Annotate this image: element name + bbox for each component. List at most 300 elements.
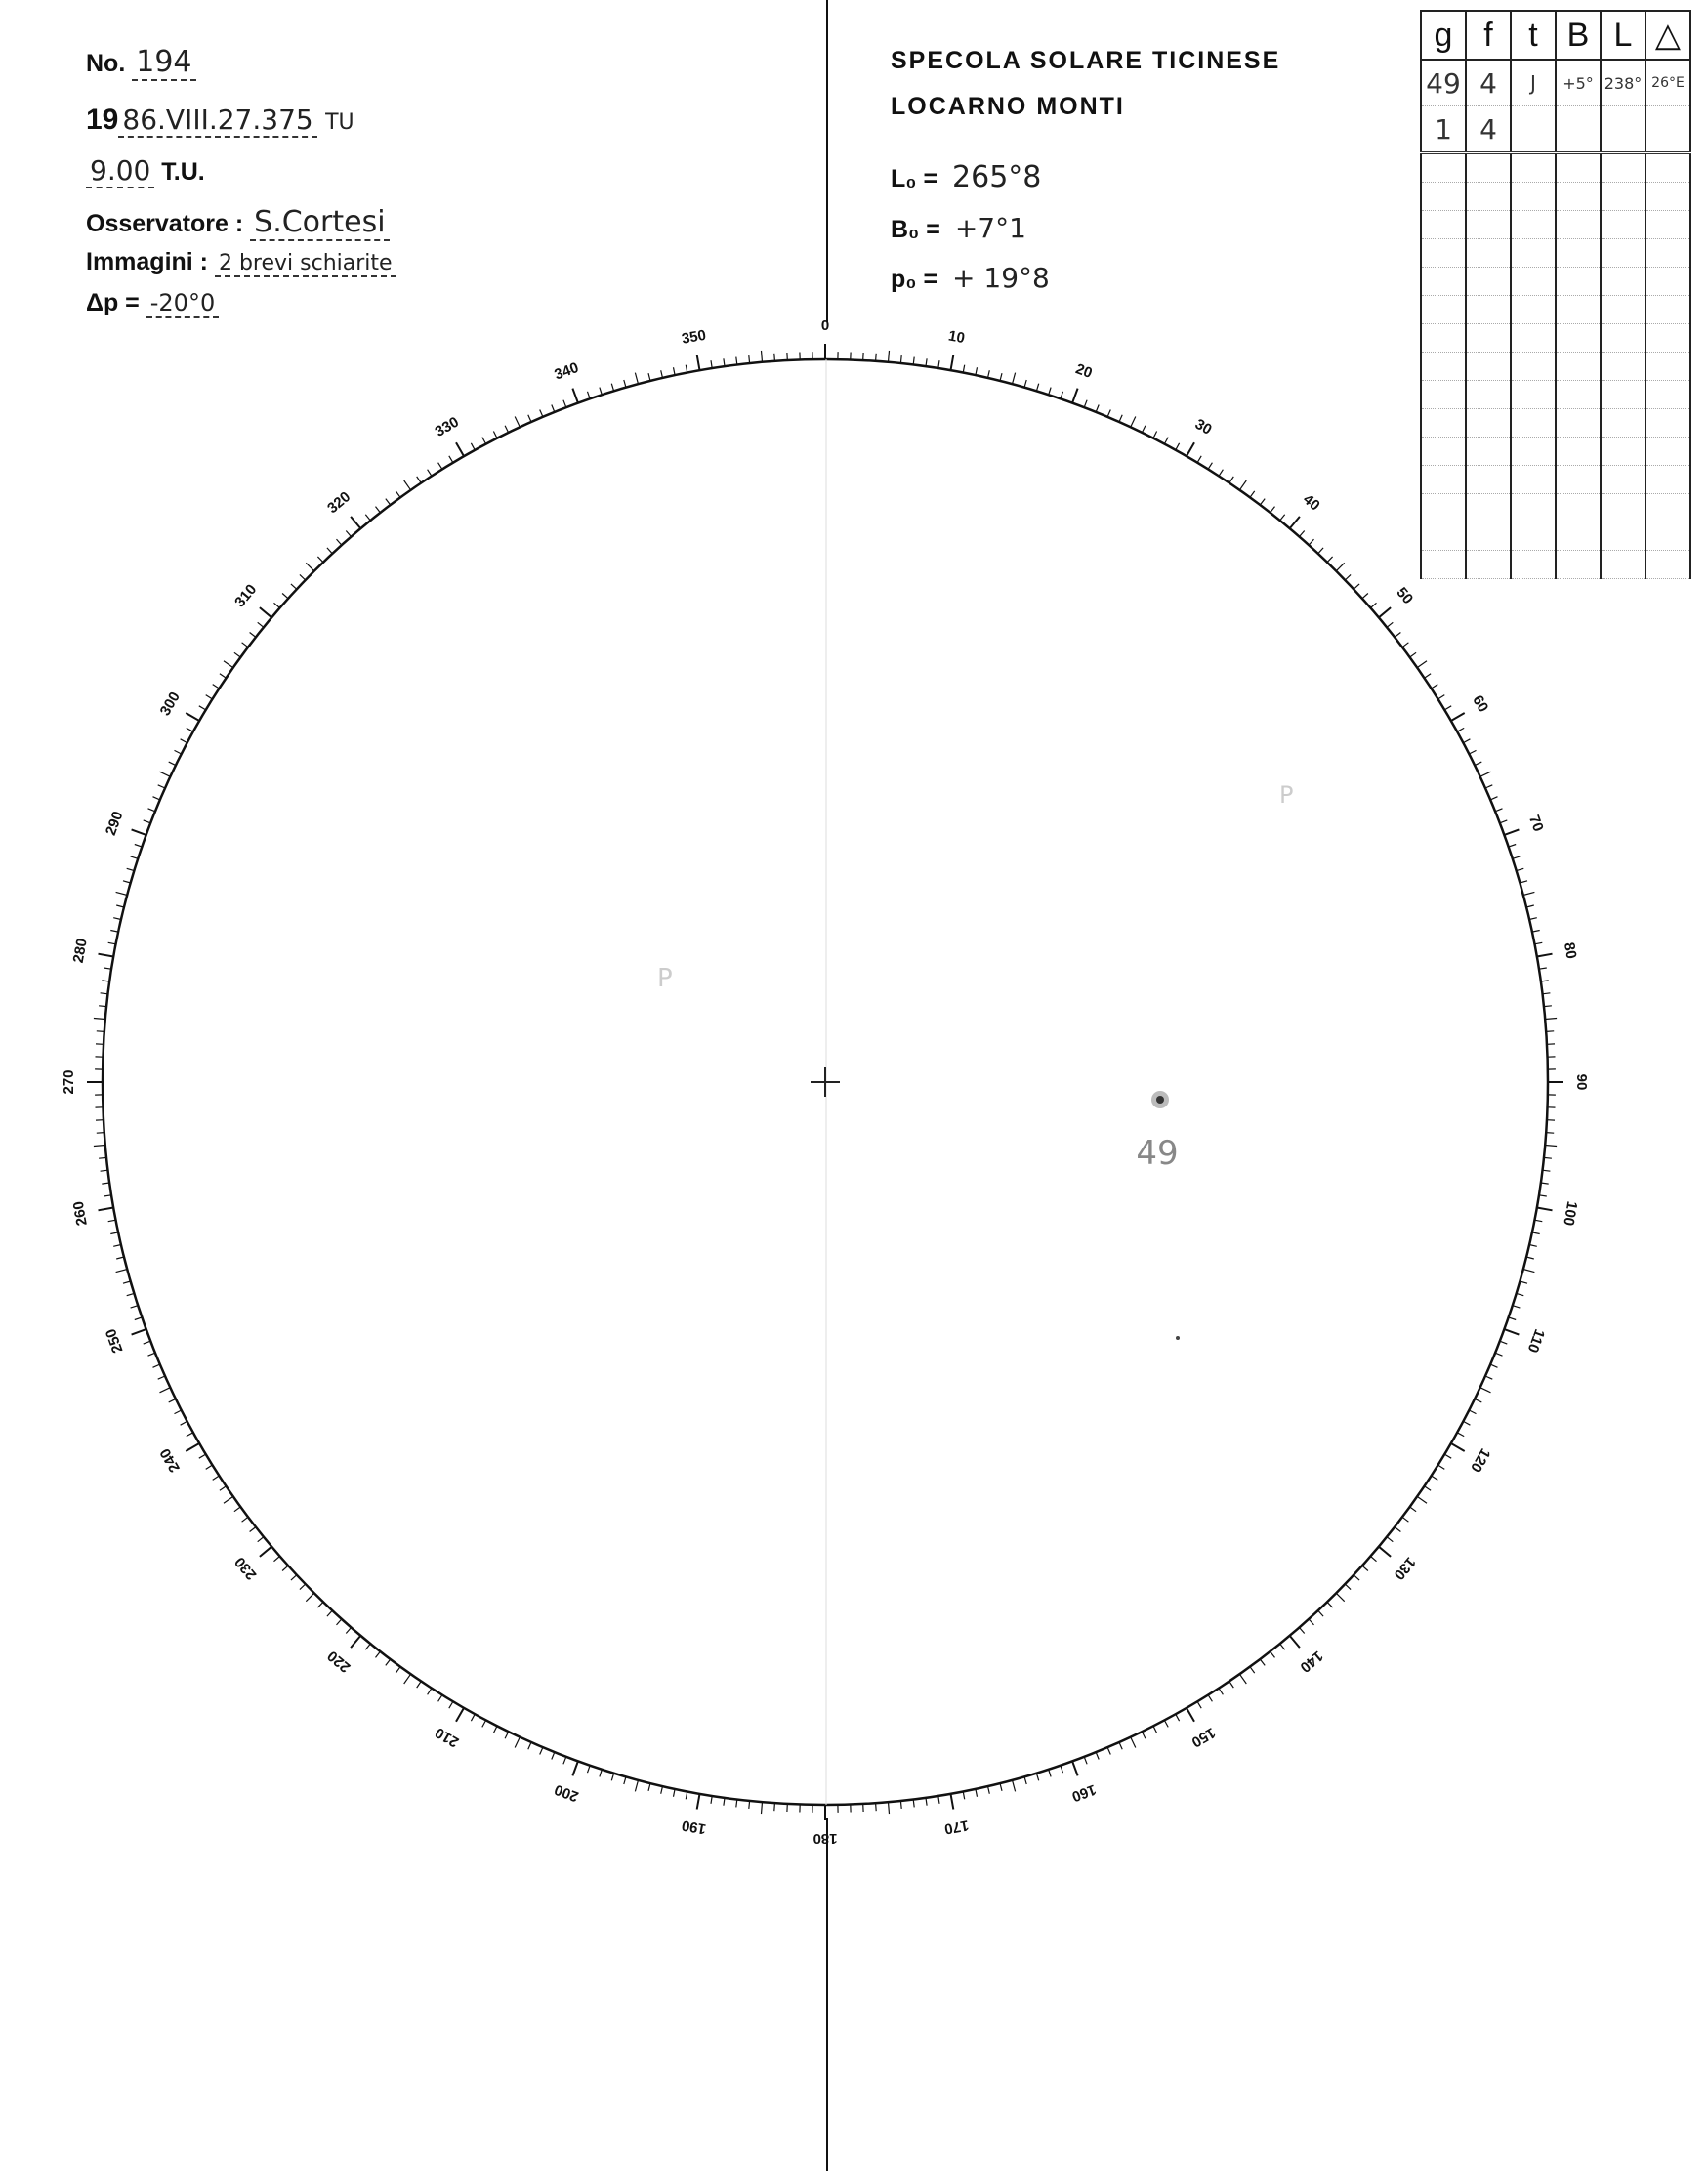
number-label: No. [86, 50, 126, 77]
degree-tick [1300, 531, 1305, 537]
degree-tick [175, 1410, 182, 1414]
degree-tick [99, 1006, 106, 1007]
degree-tick [1504, 829, 1519, 835]
degree-tick [132, 1329, 146, 1335]
degree-tick [144, 1341, 151, 1344]
degree-tick [1153, 1726, 1157, 1733]
degree-tick [505, 426, 509, 433]
degree-tick [346, 531, 351, 537]
degree-tick [686, 365, 687, 373]
degree-tick [736, 357, 737, 365]
degree-tick [282, 594, 288, 599]
degree-tick [1336, 563, 1344, 570]
degree-tick [774, 354, 775, 361]
degree-tick [300, 1584, 306, 1590]
degree-tick [1529, 1245, 1537, 1247]
cell-f-total: 4 [1466, 106, 1511, 153]
degree-tick [181, 1421, 187, 1425]
degree-tick [1142, 426, 1146, 433]
degree-tick [291, 1575, 297, 1580]
degree-tick [624, 380, 626, 388]
degree-tick [1271, 507, 1275, 513]
degree-label: 90 [1573, 1073, 1591, 1091]
images-label: Immagini : [86, 248, 209, 275]
degree-tick [635, 373, 638, 385]
degree-tick [1119, 415, 1122, 422]
degree-label: 180 [812, 1830, 838, 1848]
degree-label: 10 [946, 327, 967, 348]
degree-tick [552, 1752, 555, 1759]
degree-label: 130 [1390, 1553, 1419, 1583]
degree-tick [438, 463, 442, 470]
degree-label: 300 [156, 689, 184, 719]
degree-tick [365, 515, 370, 521]
degree-tick [674, 367, 676, 375]
degree-tick [250, 633, 256, 638]
degree-tick [1485, 1376, 1492, 1379]
degree-tick [1345, 574, 1351, 580]
degree-tick [1271, 1651, 1275, 1657]
degree-tick [327, 1610, 332, 1616]
degree-tick [572, 389, 578, 403]
degree-tick [186, 1443, 199, 1451]
degree-tick [1024, 380, 1026, 388]
degree-tick [127, 868, 135, 870]
degree-tick [351, 1636, 360, 1648]
degree-tick [1534, 942, 1542, 944]
degree-tick [148, 809, 155, 812]
degree-tick [449, 1701, 453, 1708]
spot-group-label: 49 [1136, 1134, 1179, 1173]
p0-value: + 19°8 [952, 262, 1050, 294]
degree-tick [224, 1496, 233, 1503]
degree-tick [127, 1293, 135, 1295]
degree-tick [1049, 1770, 1051, 1777]
degree-tick [1371, 603, 1377, 607]
degree-tick [1529, 918, 1537, 920]
faint-mark-p-left: P [657, 964, 673, 993]
degree-label: 350 [680, 326, 708, 348]
degree-tick [1543, 993, 1551, 994]
degree-tick [1309, 1619, 1313, 1625]
degree-tick [449, 456, 453, 463]
degree-tick [528, 415, 531, 422]
degree-tick [900, 355, 901, 363]
degree-tick [572, 1761, 578, 1775]
degree-tick [635, 1780, 638, 1792]
degree-tick [1425, 1486, 1432, 1491]
degree-tick [1164, 1720, 1168, 1727]
l0-value: 265°8 [952, 160, 1042, 194]
degree-tick [260, 1547, 271, 1557]
degree-tick [97, 1031, 104, 1032]
degree-label: 260 [69, 1199, 91, 1228]
degree-tick [1485, 785, 1492, 788]
degree-label: 310 [231, 581, 261, 611]
l0-label: L₀ = [891, 165, 938, 192]
time-unit: T.U. [161, 158, 205, 186]
degree-tick [101, 1170, 108, 1171]
degree-tick [132, 829, 146, 835]
degree-tick [396, 491, 400, 497]
degree-tick [1318, 548, 1323, 554]
degree-tick [169, 762, 176, 766]
degree-tick [913, 1800, 914, 1808]
degree-tick [1417, 1496, 1427, 1503]
degree-tick [1469, 1410, 1476, 1414]
degree-tick [116, 892, 128, 895]
degree-tick [1546, 1133, 1554, 1134]
degree-tick [158, 1376, 165, 1379]
degree-tick [1362, 1566, 1368, 1570]
degree-tick [187, 728, 193, 731]
degree-label: 30 [1191, 415, 1215, 438]
degree-tick [1164, 438, 1168, 444]
images-value: 2 brevi schiarite [215, 251, 396, 277]
degree-tick [274, 603, 280, 607]
degree-tick [327, 548, 332, 554]
degree-tick [1290, 1636, 1300, 1648]
degree-tick [762, 1802, 763, 1814]
degree-tick [386, 499, 391, 505]
degree-tick [1425, 674, 1432, 679]
degree-tick [661, 370, 663, 378]
degree-tick [1543, 1170, 1551, 1171]
degree-tick [1197, 456, 1201, 463]
degree-tick [540, 1747, 543, 1754]
degree-tick [674, 1789, 676, 1797]
degree-tick [611, 384, 613, 392]
degree-tick [456, 442, 464, 456]
degree-tick [1490, 797, 1497, 800]
degree-tick [258, 622, 264, 627]
degree-tick [101, 993, 108, 994]
cell-delta: 26°E [1646, 60, 1690, 106]
degree-tick [624, 1776, 626, 1784]
degree-tick [1517, 1293, 1524, 1295]
degree-label: 40 [1299, 490, 1323, 515]
degree-tick [396, 1667, 400, 1673]
degree-tick [1119, 1742, 1122, 1749]
degree-tick [1000, 1783, 1002, 1791]
degree-tick [417, 1682, 422, 1689]
degree-tick [724, 358, 725, 366]
observatory-location: LOCARNO MONTI [891, 93, 1125, 120]
degree-tick [108, 942, 116, 944]
degree-tick [187, 1433, 193, 1437]
degree-tick [317, 1602, 323, 1607]
degree-tick [220, 674, 227, 679]
degree-tick [889, 351, 890, 362]
degree-tick [160, 772, 171, 776]
degree-tick [1072, 1761, 1078, 1775]
degree-tick [99, 1157, 106, 1158]
degree-tick [131, 1306, 139, 1308]
degree-tick [1061, 392, 1063, 399]
degree-tick [1480, 1388, 1491, 1393]
degree-tick [876, 1803, 877, 1811]
degree-tick [1142, 1732, 1146, 1738]
b0-value: +7°1 [954, 212, 1026, 244]
degree-tick [1327, 1602, 1333, 1607]
degree-tick [774, 1803, 775, 1811]
degree-tick [493, 1726, 497, 1733]
degree-tick [711, 360, 712, 368]
degree-tick [588, 392, 591, 399]
degree-tick [1463, 1421, 1470, 1425]
degree-tick [274, 1557, 280, 1562]
degree-tick [428, 470, 432, 477]
degree-tick [1438, 1465, 1445, 1469]
degree-tick [113, 1245, 121, 1247]
degree-tick [1410, 652, 1416, 657]
degree-tick [116, 905, 124, 907]
degree-tick [1475, 762, 1481, 766]
degree-tick [493, 432, 497, 438]
degree-tick [1417, 661, 1427, 668]
degree-tick [926, 1798, 927, 1806]
degree-tick [1131, 417, 1136, 428]
degree-tick [186, 713, 199, 721]
degree-label: 290 [102, 809, 127, 838]
degree-tick [306, 1593, 313, 1601]
degree-tick [206, 695, 213, 699]
degree-tick [1545, 1146, 1557, 1147]
degree-tick [1490, 1364, 1497, 1367]
degree-tick [404, 480, 411, 490]
degree-label: 200 [552, 1780, 581, 1806]
degree-tick [1300, 1628, 1305, 1634]
degree-tick [1336, 1593, 1344, 1601]
degree-tick [116, 1257, 124, 1259]
degree-tick [482, 438, 486, 444]
degree-tick [135, 1317, 143, 1320]
degree-label: 240 [156, 1445, 184, 1476]
degree-tick [1013, 373, 1016, 385]
degree-label: 120 [1467, 1445, 1494, 1476]
degree-tick [1537, 954, 1553, 957]
degree-tick [1509, 1317, 1517, 1320]
degree-tick [951, 355, 954, 371]
degree-tick [988, 1786, 990, 1794]
degree-tick [199, 706, 206, 710]
degree-tick [1457, 728, 1464, 731]
degree-tick [300, 574, 306, 580]
degree-tick [199, 1454, 206, 1458]
degree-tick [951, 1794, 954, 1810]
degree-tick [1096, 405, 1099, 412]
degree-tick [291, 584, 297, 589]
degree-label: 0 [820, 316, 830, 334]
degree-tick [346, 1628, 351, 1634]
degree-tick [1500, 1341, 1508, 1344]
degree-tick [876, 354, 877, 361]
degree-tick [1526, 905, 1534, 907]
degree-tick [1402, 643, 1408, 647]
degree-tick [1107, 410, 1110, 417]
degree-tick [1379, 607, 1391, 617]
degree-label: 340 [552, 358, 581, 384]
degree-tick [900, 1801, 901, 1809]
cell-f: 4 [1466, 60, 1511, 106]
degree-tick [1395, 1527, 1400, 1532]
degree-tick [1537, 1208, 1553, 1211]
degree-tick [337, 1619, 342, 1625]
degree-tick [1280, 1644, 1285, 1649]
cell-g: 49 [1421, 60, 1466, 106]
degree-tick [762, 351, 763, 362]
degree-tick [1036, 384, 1038, 392]
col-header-l: L [1601, 11, 1646, 60]
degree-tick [1327, 557, 1333, 563]
delta-p-value: -20°0 [146, 289, 219, 318]
degree-tick [234, 652, 240, 657]
degree-tick [515, 417, 520, 428]
degree-tick [1229, 1682, 1234, 1689]
degree-tick [1523, 1270, 1535, 1273]
degree-tick [1463, 739, 1470, 743]
degree-tick [144, 820, 151, 823]
cell-g-total: 1 [1421, 106, 1466, 153]
degree-tick [1541, 1183, 1549, 1184]
degree-tick [1545, 1019, 1557, 1020]
degree-tick [552, 405, 555, 412]
degree-tick [94, 1019, 105, 1020]
degree-tick [1451, 1443, 1465, 1451]
degree-tick [220, 1486, 227, 1491]
col-header-g: g [1421, 11, 1466, 60]
degree-label: 20 [1073, 360, 1095, 383]
degree-tick [1309, 539, 1313, 545]
degree-tick [588, 1766, 591, 1774]
degree-tick [158, 785, 165, 788]
degree-tick [351, 517, 360, 528]
degree-tick [102, 1183, 109, 1184]
degree-tick [1176, 1714, 1180, 1721]
degree-tick [131, 856, 139, 858]
degree-tick [94, 1146, 105, 1147]
degree-tick [1250, 1667, 1255, 1673]
degree-tick [1438, 695, 1445, 699]
degree-tick [528, 1742, 531, 1749]
degree-tick [428, 1689, 432, 1695]
col-header-f: f [1466, 11, 1511, 60]
degree-tick [1354, 1575, 1359, 1580]
degree-tick [1410, 1507, 1416, 1512]
degree-tick [1395, 633, 1400, 638]
degree-label: 110 [1523, 1326, 1548, 1356]
date-suffix: TU [325, 110, 354, 135]
degree-tick [1239, 1674, 1246, 1684]
degree-tick [1517, 868, 1524, 870]
degree-tick [1219, 1689, 1223, 1695]
degree-tick [1197, 1701, 1201, 1708]
col-header-delta: △ [1646, 11, 1690, 60]
degree-tick [1072, 389, 1078, 403]
degree-tick [749, 1801, 750, 1809]
degree-tick [1131, 1737, 1136, 1748]
degree-tick [1534, 1220, 1542, 1222]
degree-tick [417, 477, 422, 483]
degree-tick [648, 373, 650, 381]
degree-tick [1084, 400, 1087, 408]
degree-label: 270 [60, 1069, 77, 1095]
degree-tick [938, 1796, 939, 1804]
degree-label: 160 [1069, 1780, 1099, 1806]
degree-tick [99, 954, 114, 957]
degree-tick [1239, 480, 1246, 490]
degree-tick [1432, 1476, 1438, 1480]
degree-tick [260, 607, 271, 617]
degree-tick [1379, 1547, 1391, 1557]
degree-tick [1084, 1757, 1087, 1765]
degree-tick [110, 931, 118, 933]
degree-tick [1539, 1195, 1547, 1196]
degree-tick [471, 1714, 475, 1721]
degree-tick [153, 797, 160, 800]
col-header-t: t [1511, 11, 1556, 60]
degree-tick [988, 370, 990, 378]
degree-tick [1402, 1517, 1408, 1522]
faint-mark-p-right: P [1279, 781, 1294, 809]
degree-tick [104, 968, 111, 969]
degree-tick [153, 1364, 160, 1367]
degree-tick [250, 1527, 256, 1532]
degree-tick [889, 1802, 890, 1814]
degree-tick [1107, 1747, 1110, 1754]
degree-tick [113, 918, 121, 920]
degree-tick [1371, 1557, 1377, 1562]
degree-tick [175, 750, 182, 754]
degree-tick [456, 1708, 464, 1722]
degree-tick [963, 365, 965, 373]
degree-tick [1451, 713, 1465, 721]
degree-tick [1513, 1306, 1521, 1308]
degree-tick [1250, 491, 1255, 497]
degree-tick [1061, 1766, 1063, 1774]
degree-tick [1260, 1659, 1265, 1665]
degree-tick [1532, 1232, 1540, 1234]
degree-label: 80 [1560, 940, 1580, 961]
degree-tick [1532, 931, 1540, 933]
degree-tick [482, 1720, 486, 1727]
degree-tick [258, 1537, 264, 1542]
degree-label: 330 [432, 413, 462, 440]
degree-tick [563, 1757, 566, 1765]
degree-tick [600, 1770, 602, 1777]
degree-tick [1036, 1774, 1038, 1781]
degree-tick [697, 1794, 700, 1810]
degree-tick [1024, 1776, 1026, 1784]
degree-tick [148, 1353, 155, 1356]
degree-tick [1546, 1031, 1554, 1032]
degree-tick [1500, 820, 1508, 823]
degree-tick [505, 1732, 509, 1738]
degree-tick [1523, 892, 1535, 895]
degree-tick [913, 357, 914, 365]
degree-tick [404, 1674, 411, 1684]
degree-tick [1509, 845, 1517, 848]
degree-tick [169, 1399, 176, 1402]
degree-tick [97, 1133, 104, 1134]
degree-label: 250 [102, 1326, 127, 1356]
observer-label: Osservatore : [86, 210, 244, 237]
small-spot-dot [1176, 1336, 1180, 1340]
degree-tick [123, 881, 131, 883]
degree-label: 140 [1296, 1647, 1326, 1676]
degree-label: 280 [69, 937, 91, 965]
p0-label: p₀ = [891, 266, 938, 293]
